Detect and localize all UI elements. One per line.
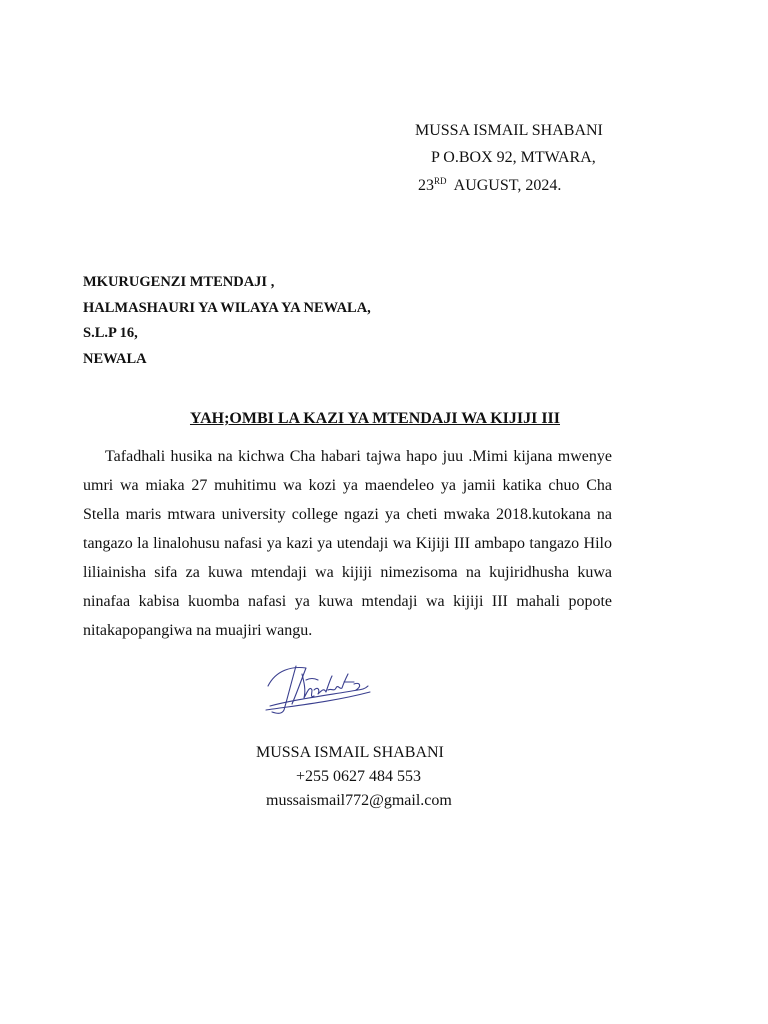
closing-phone: +255 0627 484 553 bbox=[296, 768, 422, 785]
sender-address: P O.BOX 92, MTWARA, bbox=[431, 149, 596, 166]
letter-subject: YAH;OMBI LA KAZI YA MTENDAJI WA KIJIJI III bbox=[189, 410, 560, 427]
handwritten-signature bbox=[262, 660, 374, 720]
recipient-line: HALMASHAURI YA WILAYA YA NEWALA, bbox=[83, 299, 371, 316]
sender-name: MUSSA ISMAIL SHABANI bbox=[415, 122, 603, 139]
date-suffix: RD bbox=[434, 176, 447, 186]
date-day: 23 bbox=[418, 177, 434, 194]
recipient-line: S.L.P 16, bbox=[83, 325, 138, 341]
recipient-line: NEWALA bbox=[83, 350, 147, 367]
sender-date bbox=[418, 177, 561, 195]
recipient-block bbox=[83, 270, 371, 372]
closing-email: mussaismail772@gmail.com bbox=[266, 792, 452, 809]
letter-body: Tafadhali husika na kichwa Cha habari tajwa hapo juu .Mimi kijana mwenye umri wa miaka 27 muhitimu wa kozi ya maendeleo ya jamii katika chuo Cha Stella maris mtwara university college ngazi ya cheti mwaka 2018.kutokana na tangazo la linalohusu nafasi ya kazi ya utendaji wa Kijiji III ambapo tangazo Hilo liliainisha sifa za kuwa mtendaji wa kijiji nimezisoma na kujiridhusha kuwa ninafaa kabisa kuomba nafasi ya kuwa mtendaji wa kijiji III mahali popote nitakapopangiwa na muajiri wangu. bbox=[83, 448, 612, 639]
closing-name: MUSSA ISMAIL SHABANI bbox=[256, 744, 444, 761]
recipient-line: MKURUGENZI MTENDAJI , bbox=[83, 274, 275, 290]
date-rest: AUGUST, 2024. bbox=[453, 177, 562, 194]
